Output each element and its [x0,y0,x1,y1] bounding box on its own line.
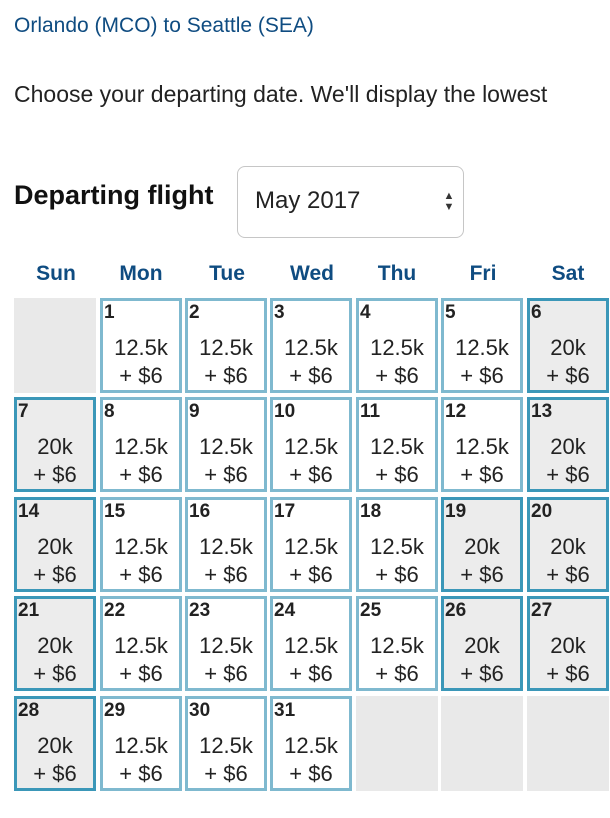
day-miles-price: 12.5k [199,335,253,360]
day-miles-price: 12.5k [370,434,424,459]
calendar-day-3[interactable] [270,298,352,393]
day-fee: + $6 [289,761,333,786]
day-miles-price: 12.5k [199,633,253,658]
day-number: 12 [445,401,467,422]
day-miles-price: 12.5k [284,335,338,360]
day-miles-price: 20k [550,534,586,559]
calendar-day-23[interactable] [185,596,267,691]
day-number: 9 [189,401,200,422]
day-fee: + $6 [375,363,419,388]
day-miles-price: 20k [37,534,73,559]
calendar-empty-cell [441,696,523,791]
calendar-day-30[interactable] [185,696,267,791]
day-number: 21 [18,600,40,621]
calendar-empty-cell [527,696,609,791]
day-miles-price: 12.5k [284,633,338,658]
day-miles-price: 12.5k [370,335,424,360]
calendar-day-2[interactable] [185,298,267,393]
weekday-header-row [14,262,610,292]
day-number: 11 [360,401,381,422]
calendar-day-8[interactable] [100,397,182,492]
month-select[interactable] [237,166,464,238]
calendar-day-11[interactable] [356,397,438,492]
calendar-day-12[interactable] [441,397,523,492]
day-fee: + $6 [460,462,504,487]
day-miles-price: 12.5k [370,534,424,559]
day-fee: + $6 [33,761,77,786]
day-number: 17 [274,501,296,522]
day-number: 8 [104,401,115,422]
calendar-day-16[interactable] [185,497,267,592]
day-miles-price: 12.5k [455,335,509,360]
day-number: 15 [104,501,126,522]
day-fee: + $6 [204,661,248,686]
day-fee: + $6 [546,462,590,487]
day-number: 28 [18,700,40,721]
day-miles-price: 20k [37,434,73,459]
day-fee: + $6 [375,462,419,487]
day-miles-price: 20k [464,633,500,658]
day-fee: + $6 [33,462,77,487]
day-miles-price: 12.5k [114,633,168,658]
day-number: 4 [360,302,371,323]
calendar-day-28[interactable] [14,696,96,791]
day-fee: + $6 [546,661,590,686]
day-number: 18 [360,501,382,522]
day-number: 20 [531,501,553,522]
calendar-day-9[interactable] [185,397,267,492]
day-number: 6 [531,302,542,323]
day-miles-price: 12.5k [284,733,338,758]
calendar-day-17[interactable] [270,497,352,592]
calendar-day-25[interactable] [356,596,438,691]
day-fee: + $6 [289,363,333,388]
day-miles-price: 20k [37,633,73,658]
day-miles-price: 12.5k [114,335,168,360]
day-number: 26 [445,600,467,621]
day-miles-price: 20k [550,335,586,360]
calendar-day-27[interactable] [527,596,609,691]
departing-flight-label: Departing flight [14,180,214,210]
calendar-day-26[interactable] [441,596,523,691]
calendar-empty-cell [14,298,96,393]
day-miles-price: 12.5k [284,434,338,459]
day-number: 25 [360,600,382,621]
day-fee: + $6 [204,363,248,388]
day-miles-price: 20k [550,434,586,459]
day-fee: + $6 [289,462,333,487]
day-miles-price: 12.5k [284,534,338,559]
weekday-header-mon: Mon [119,262,163,285]
day-miles-price: 12.5k [199,733,253,758]
calendar-day-1[interactable] [100,298,182,393]
day-miles-price: 20k [37,733,73,758]
day-number: 10 [274,401,296,422]
calendar-empty-cell [356,696,438,791]
day-fee: + $6 [460,661,504,686]
day-number: 27 [531,600,553,621]
select-arrows-icon: ▲ ▼ [443,190,455,213]
day-fee: + $6 [289,661,333,686]
day-number: 1 [104,302,115,323]
day-number: 24 [274,600,296,621]
day-fee: + $6 [375,562,419,587]
day-fee: + $6 [289,562,333,587]
day-number: 2 [189,302,200,323]
day-miles-price: 20k [550,633,586,658]
day-number: 16 [189,501,211,522]
day-fee: + $6 [204,761,248,786]
day-miles-price: 12.5k [370,633,424,658]
weekday-header-sat: Sat [551,262,585,285]
calendar-day-19[interactable] [441,497,523,592]
calendar-day-24[interactable] [270,596,352,691]
day-fee: + $6 [204,562,248,587]
day-fee: + $6 [119,562,163,587]
weekday-header-tue: Tue [209,262,245,285]
calendar-day-7[interactable] [14,397,96,492]
calendar-day-5[interactable] [441,298,523,393]
day-number: 29 [104,700,126,721]
day-fee: + $6 [33,661,77,686]
day-fee: + $6 [204,462,248,487]
calendar-day-14[interactable] [14,497,96,592]
day-miles-price: 12.5k [199,434,253,459]
day-fee: + $6 [119,462,163,487]
day-number: 7 [18,401,29,422]
day-fee: + $6 [546,363,590,388]
day-miles-price: 20k [464,534,500,559]
day-miles-price: 12.5k [455,434,509,459]
calendar-day-4[interactable] [356,298,438,393]
day-fee: + $6 [119,661,163,686]
day-number: 14 [18,501,40,522]
calendar-day-31[interactable] [270,696,352,791]
day-number: 5 [445,302,456,323]
weekday-header-wed: Wed [290,262,334,285]
day-fee: + $6 [119,363,163,388]
calendar-day-6[interactable] [527,298,609,393]
instructions-text: Choose your departing date. We'll display the lowest [14,81,548,107]
weekday-header-thu: Thu [377,262,417,285]
day-number: 23 [189,600,211,621]
day-number: 19 [445,501,467,522]
day-miles-price: 12.5k [114,434,168,459]
day-fee: + $6 [546,562,590,587]
route-title: Orlando (MCO) to Seattle (SEA) [14,14,314,37]
day-number: 30 [189,700,211,721]
day-miles-price: 12.5k [199,534,253,559]
day-fee: + $6 [460,363,504,388]
day-number: 13 [531,401,553,422]
weekday-header-fri: Fri [469,262,497,285]
calendar-day-20[interactable] [527,497,609,592]
calendar-day-29[interactable] [100,696,182,791]
day-number: 22 [104,600,126,621]
calendar-day-21[interactable] [14,596,96,691]
day-fee: + $6 [33,562,77,587]
calendar-day-18[interactable] [356,497,438,592]
day-miles-price: 12.5k [114,733,168,758]
calendar-day-13[interactable] [527,397,609,492]
day-fee: + $6 [460,562,504,587]
day-fee: + $6 [119,761,163,786]
day-miles-price: 12.5k [114,534,168,559]
day-fee: + $6 [375,661,419,686]
calendar-day-15[interactable] [100,497,182,592]
day-number: 3 [274,302,285,323]
month-select-value: May 2017 [255,187,361,214]
calendar-day-22[interactable] [100,596,182,691]
day-number: 31 [274,700,296,721]
calendar-day-10[interactable] [270,397,352,492]
weekday-header-sun: Sun [36,262,76,285]
